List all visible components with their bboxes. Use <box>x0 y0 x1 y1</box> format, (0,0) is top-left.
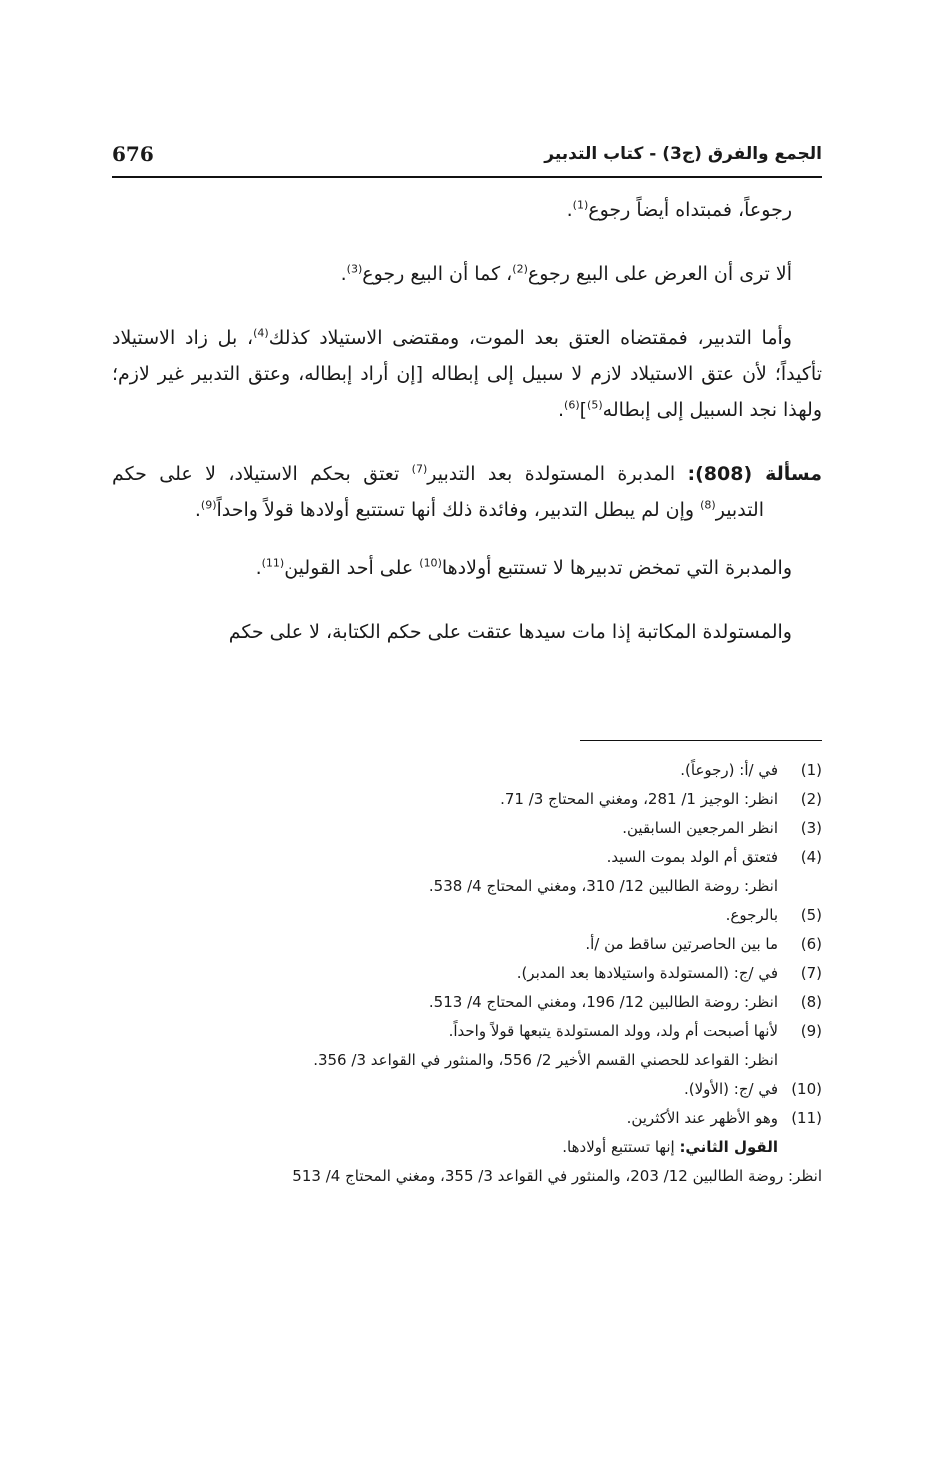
footnote-item <box>112 959 822 988</box>
footnote-item <box>112 901 822 930</box>
text-run: ألا ترى أن العرض على البيع رجوع <box>527 263 792 285</box>
text-run: ] <box>579 399 588 421</box>
second-opinion-text: إنها تستتبع أولادها. <box>562 1138 680 1156</box>
footnote-number: (9) <box>800 1022 822 1040</box>
punct: . <box>557 399 565 421</box>
footnote-text: انظر: روضة الطالبين 12/ 203، والمنثور في القواعد 3/ 355، ومغني المحتاج 4/ 513 <box>292 1167 822 1185</box>
footnote-ref: (7) <box>411 462 428 476</box>
footnote-text: انظر: روضة الطالبين 12/ 310، ومغني المحتاج 4/ 538. <box>428 877 778 895</box>
text-run: المدبرة المستولدة بعد التدبير <box>427 463 688 485</box>
footnote-text-second-opinion <box>112 1133 778 1162</box>
footnote-separator <box>580 740 822 741</box>
footnote-item <box>112 1104 822 1162</box>
footnote-number: (8) <box>800 993 822 1011</box>
footnote-text: في /أ: (رجوعاً). <box>680 761 778 779</box>
paragraph-6 <box>112 614 822 650</box>
footnote-text: في /ج: (الأولا). <box>684 1080 778 1098</box>
text-run: ، بل زاد الاستيلاد تأكيداً؛ لأن عتق الاستيلاد لازم لا سبيل إلى إبطاله [إن أراد إبطاله، وعتق التدبير غير لازم؛ ولهذا نجد السبيل إلى إبطاله <box>112 327 822 421</box>
punct: . <box>566 199 573 221</box>
issue-label: مسألة (808): <box>687 463 822 485</box>
footnote-text: في /ج: (المستولدة واستيلادها بعد المدبر). <box>516 964 778 982</box>
main-text <box>112 192 822 650</box>
second-opinion-label: القول الثاني: <box>679 1138 778 1156</box>
footnote-continuation <box>112 1162 822 1191</box>
punct: . <box>340 263 347 285</box>
footnote-item <box>112 930 822 959</box>
paragraph-1-text: رجوعاً، فمبتداه أيضاً رجوع <box>588 199 792 221</box>
text-run: والمدبرة التي تمخض تدبيرها لا تستتبع أولادها <box>441 557 792 579</box>
footnote-text: انظر: الوجيز 1/ 281، ومغني المحتاج 3/ 71. <box>500 790 778 808</box>
text-run: وإن لم يبطل التدبير، وفائدة ذلك أنها تستتبع أولادها قولاً واحداً <box>216 499 701 521</box>
footnote-ref: (11) <box>261 556 285 570</box>
paragraph-5 <box>112 550 822 586</box>
paragraph-2 <box>112 256 822 292</box>
footnote-text: وهو الأظهر عند الأكثرين. <box>626 1109 778 1127</box>
footnote-text: انظر المرجعين السابقين. <box>622 819 778 837</box>
footnote-number: (6) <box>800 935 822 953</box>
footnotes <box>112 756 822 1191</box>
text-run: ، كما أن البيع رجوع <box>362 263 513 285</box>
footnote-ref: (6) <box>564 398 580 412</box>
footnote-item <box>112 756 822 785</box>
footnote-text: انظر: القواعد للحصني القسم الأخير 2/ 556، والمنثور في القواعد 3/ 356. <box>313 1051 778 1069</box>
running-title: الجمع والفرق (ج3) - كتاب التدبير <box>544 144 822 164</box>
footnote-text: ما بين الحاصرتين ساقط من /أ. <box>585 935 778 953</box>
footnote-text: لأنها أصبحت أم ولد، وولد المستولدة يتبعها قولاً واحداً. <box>448 1022 778 1040</box>
footnote-ref: (4) <box>253 326 269 340</box>
issue-808 <box>112 456 822 528</box>
footnote-number: (10) <box>791 1080 822 1098</box>
footnote-ref: (1) <box>572 198 589 212</box>
footnote-item <box>112 1075 822 1104</box>
footnote-number: (5) <box>800 906 822 924</box>
footnote-item <box>112 988 822 1017</box>
text-run: وأما التدبير، فمقتضاه العتق بعد الموت، ومقتضى الاستيلاد كذلك <box>268 327 792 349</box>
footnote-item <box>112 785 822 814</box>
footnote-number: (4) <box>800 848 822 866</box>
page-header <box>112 140 822 178</box>
footnote-number: (7) <box>800 964 822 982</box>
footnote-number: (3) <box>800 819 822 837</box>
footnote-number: (1) <box>800 761 822 779</box>
page-number: 676 <box>112 142 154 166</box>
footnote-item <box>112 1017 822 1075</box>
punct: . <box>194 499 201 521</box>
footnote-ref: (2) <box>512 262 528 276</box>
footnote-item <box>112 843 822 901</box>
paragraph-3 <box>112 320 822 428</box>
footnote-item <box>112 814 822 843</box>
footnote-text: انظر: روضة الطالبين 12/ 196، ومغني المحتاج 4/ 513. <box>428 993 778 1011</box>
paragraph-1 <box>112 192 822 228</box>
footnote-ref: (9) <box>200 498 217 512</box>
footnote-number: (11) <box>791 1109 822 1127</box>
footnote-number: (2) <box>800 790 822 808</box>
footnote-ref: (10) <box>419 556 442 570</box>
footnote-ref: (3) <box>346 262 363 276</box>
footnote-text: بالرجوع. <box>725 906 778 924</box>
text-run: والمستولدة المكاتبة إذا مات سيدها عتقت على حكم الكتابة، لا على حكم <box>228 621 792 643</box>
text-run: تعتق بحكم الاستيلاد، لا على حكم التدبير <box>112 463 764 521</box>
footnote-ref: (5) <box>587 398 603 412</box>
punct: . <box>255 557 262 579</box>
footnote-ref: (8) <box>700 498 716 512</box>
text-run: على أحد القولين <box>284 557 420 579</box>
footnote-text: فتعتق أم الولد بموت السيد. <box>606 848 778 866</box>
